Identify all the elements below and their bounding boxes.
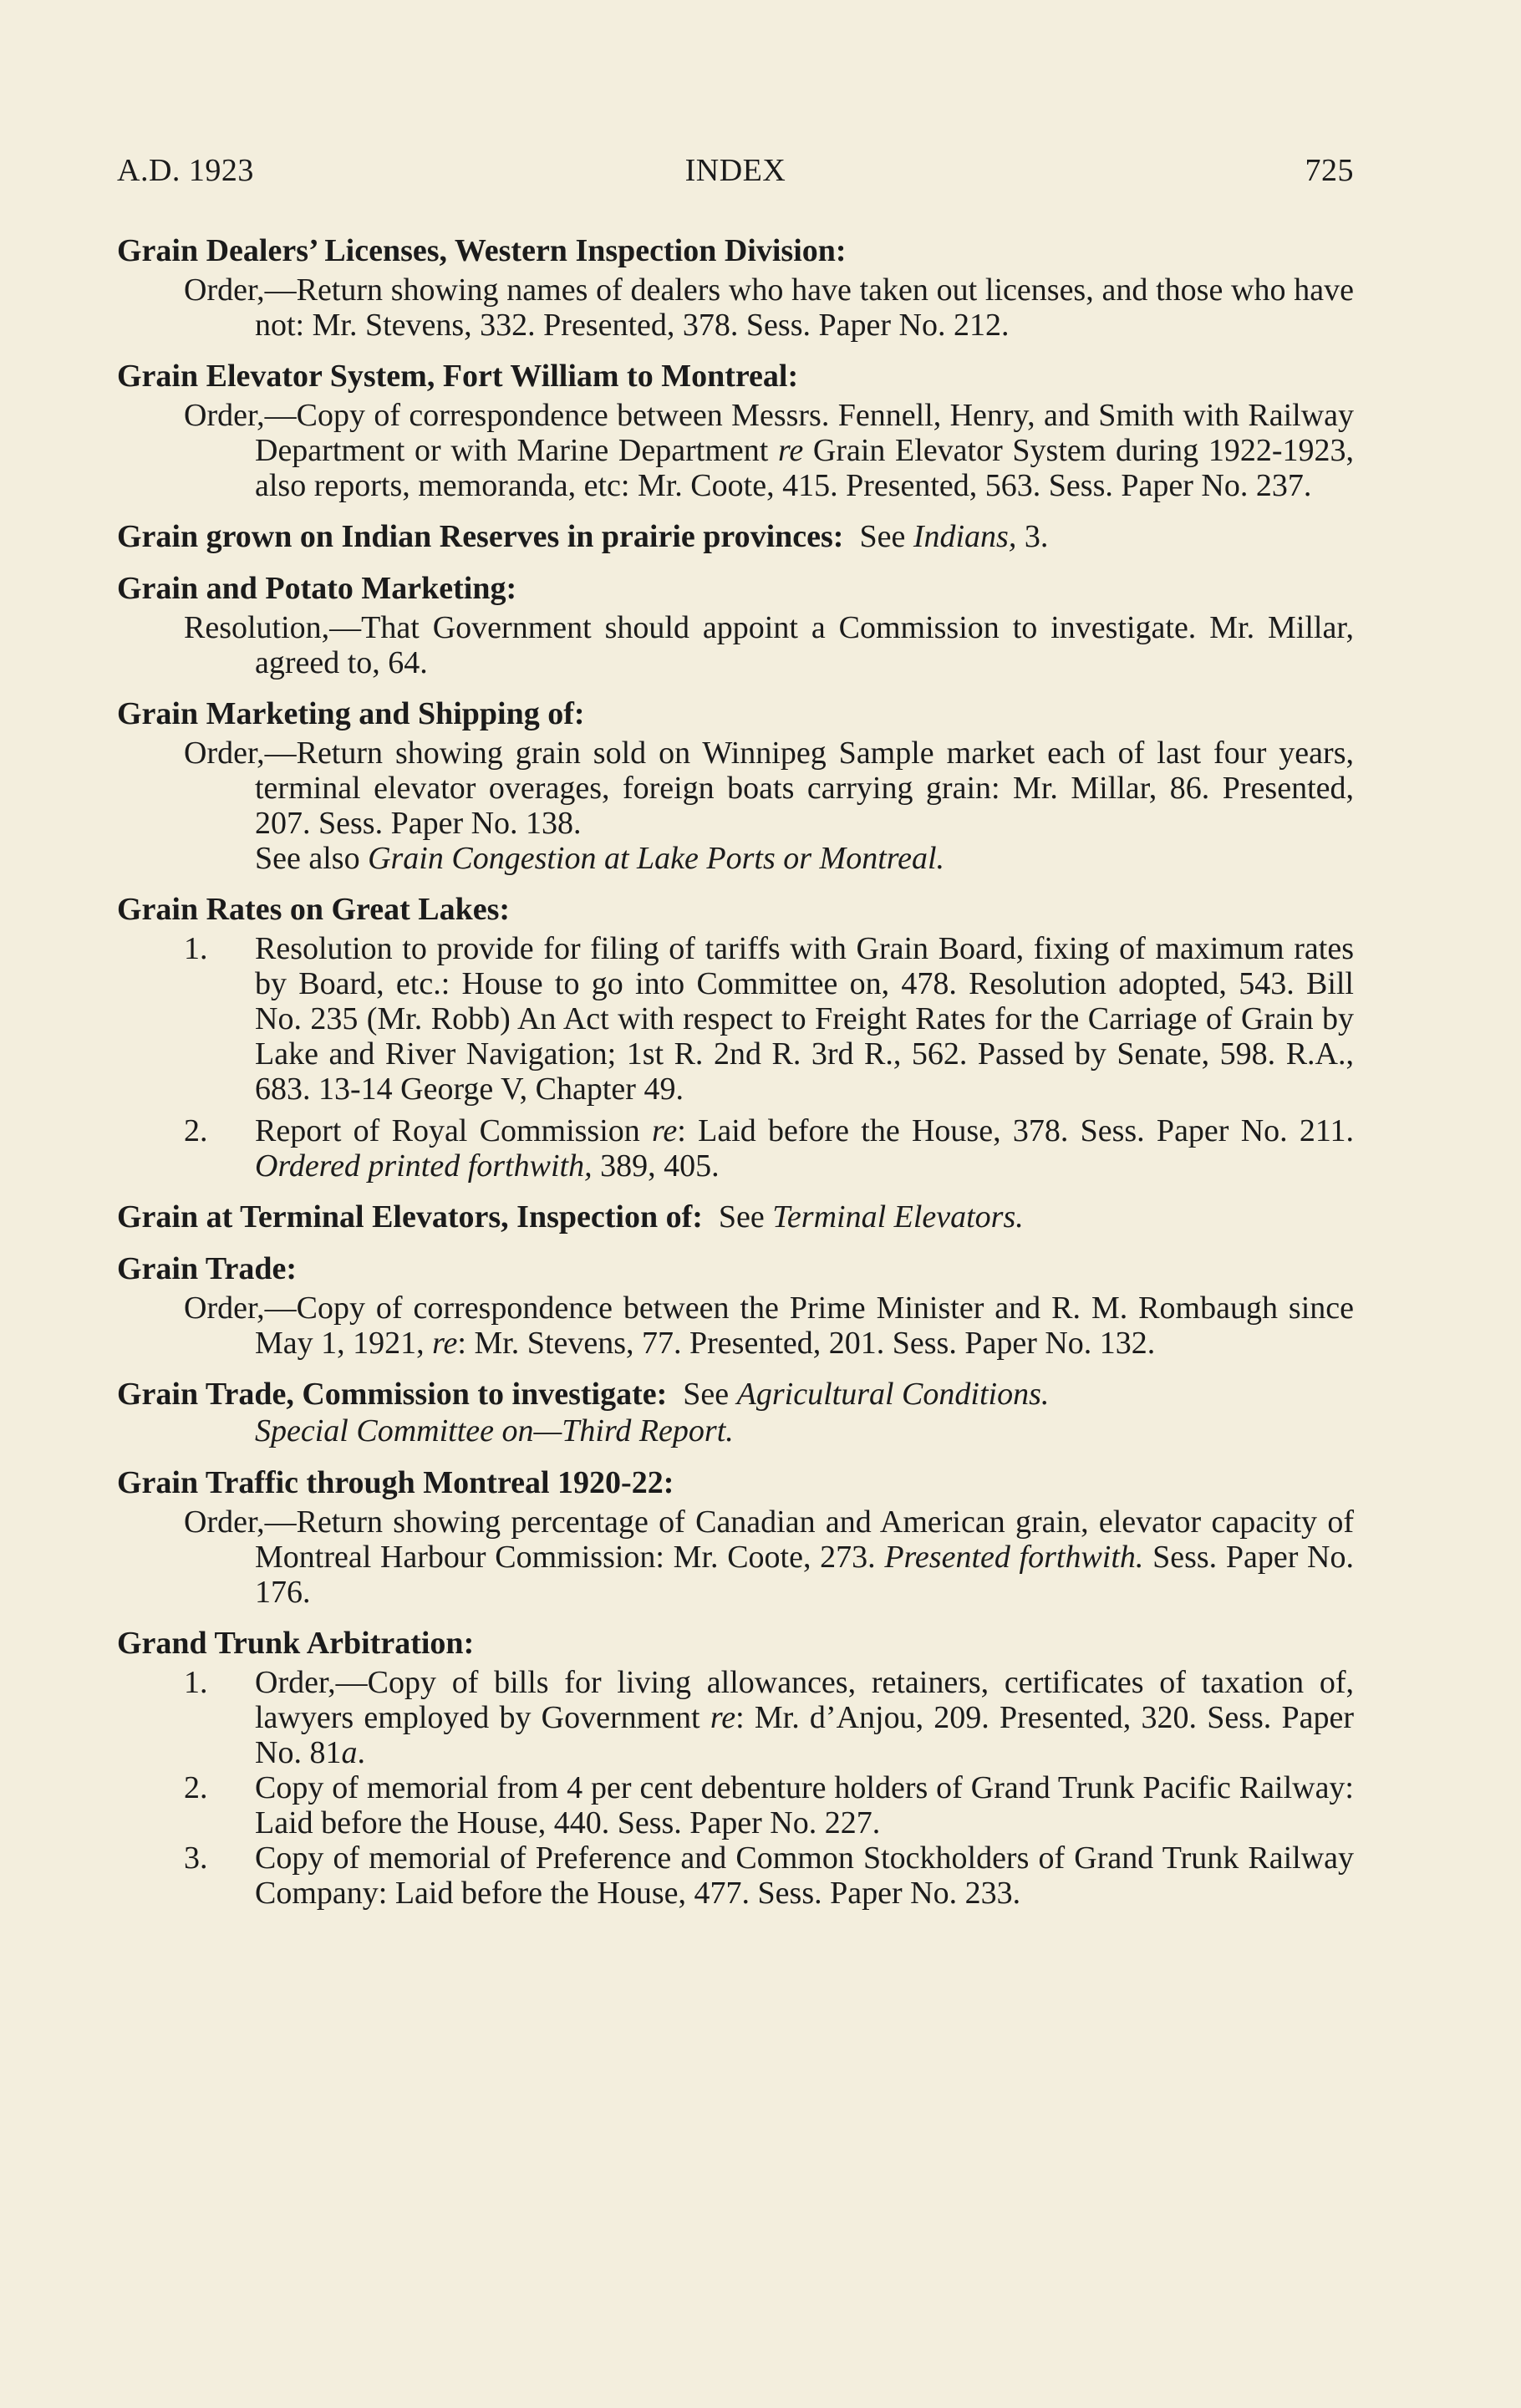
- entry-heading: Grain Dealers’ Licenses, Western Inspection Division:: [117, 233, 847, 268]
- see-reference-suffix: 3.: [1016, 519, 1049, 554]
- entry-text: Order,—Copy of correspondence between the Prime Minister and R. M. Rombaugh since May 1, 1921,: [184, 1291, 1354, 1361]
- item-text: Order,—Copy of bills for living allowances, retainers, certificates of taxation of, lawyers employed by Government: [255, 1665, 1354, 1735]
- see-reference: See also: [255, 841, 369, 876]
- item-number: 2.: [184, 1113, 208, 1148]
- numbered-item: [117, 1770, 1354, 1840]
- item-text: Report of Royal Commission: [255, 1113, 653, 1148]
- item-number: 1.: [184, 1665, 208, 1700]
- entry-text: Grain Elevator System during 1922-1923, also reports, memoranda, etc: Mr. Coote, 415. Presented, 563. Sess. Paper No. 237.: [255, 433, 1354, 503]
- entry-heading: Grain grown on Indian Reserves in prairie provinces:: [117, 519, 844, 554]
- item-italic: Ordered printed forthwith,: [255, 1148, 593, 1184]
- index-page: [117, 152, 1354, 1926]
- numbered-item: [117, 1840, 1354, 1911]
- index-entry: [117, 570, 1354, 680]
- entry-text: : Mr. Stevens, 77. Presented, 201. Sess. Paper No. 132.: [457, 1326, 1156, 1361]
- entry-heading: Grain Trade, Commission to investigate:: [117, 1377, 668, 1412]
- entry-heading: Grain at Terminal Elevators, Inspection of:: [117, 1199, 703, 1235]
- entry-italic: Presented forthwith.: [884, 1540, 1144, 1575]
- entry-text: Order,—Copy of correspondence between Messrs. Fennell, Henry, and Smith with Railway Department or with Marine Department: [184, 398, 1354, 468]
- item-text: Resolution to provide for filing of tariffs with Grain Board, fixing of maximum rates by Board, etc.: House to go into Committee on, 478. Resolution adopted, 543. Bill No. 235 (Mr. Robb) An Act with respect to Freight Rates for the Carriage of Grain by Lake and River Navigation; 1st R. 2nd R. 3rd R., 562. Passed by Senate, 598. R.A., 683. 13-14 George V, Chapter 49.: [255, 931, 1354, 1107]
- entry-body: Order,—Return showing grain sold on Winnipeg Sample market each of last four years, terminal elevator overages, foreign boats carrying grain: Mr. Millar, 86. Presented, 207. Sess. Paper No. 138.: [184, 736, 1354, 841]
- index-entry: [117, 1464, 1354, 1610]
- index-entry: [117, 1376, 1354, 1449]
- index-entries: [117, 232, 1354, 1911]
- item-text: 389, 405.: [592, 1148, 720, 1184]
- entry-heading: Grand Trunk Arbitration:: [117, 1626, 475, 1661]
- entry-heading: Grain Marketing and Shipping of:: [117, 696, 585, 731]
- item-number: 3.: [184, 1840, 208, 1876]
- index-entry: [117, 695, 1354, 876]
- item-text: : Mr. d’Anjou, 209. Presented, 320. Sess. Paper No. 81: [255, 1700, 1355, 1770]
- index-entry: [117, 1199, 1354, 1235]
- see-reference-target: Special Committee on—Third Report.: [255, 1413, 734, 1448]
- entry-text: Order,—Return showing percentage of Canadian and American grain, elevator capacity of Montreal Harbour Commission: Mr. Coote, 273.: [184, 1504, 1354, 1575]
- header-title: INDEX: [684, 153, 786, 188]
- entry-heading: Grain Trade:: [117, 1251, 297, 1286]
- see-reference: See: [859, 519, 913, 554]
- page-header: [117, 152, 1354, 202]
- item-number: 2.: [184, 1770, 208, 1805]
- entry-heading: Grain Elevator System, Fort William to Montreal:: [117, 359, 799, 394]
- entry-body: Order,—Return showing names of dealers who have taken out licenses, and those who have not: Mr. Stevens, 332. Presented, 378. Sess. Paper No. 212.: [184, 272, 1354, 343]
- item-text: .: [357, 1735, 365, 1770]
- numbered-item: [117, 1665, 1354, 1770]
- see-reference: See: [683, 1377, 737, 1412]
- item-text: Copy of memorial from 4 per cent debenture holders of Grand Trunk Pacific Railway: Laid before the House, 440. Sess. Paper No. 227.: [255, 1770, 1354, 1840]
- see-reference-target: Grain Congestion at Lake Ports or Montreal.: [368, 841, 945, 876]
- item-number: 1.: [184, 931, 208, 966]
- index-entry: [117, 891, 1354, 1184]
- entry-body: [117, 398, 1354, 503]
- entry-heading: Grain Rates on Great Lakes:: [117, 892, 511, 927]
- numbered-item: [117, 931, 1354, 1107]
- entry-body: Resolution,—That Government should appoint a Commission to investigate. Mr. Millar, agreed to, 64.: [184, 610, 1354, 680]
- item-text: : Laid before the House, 378. Sess. Paper No. 211.: [677, 1113, 1355, 1148]
- see-also-line: [117, 841, 1354, 876]
- index-entry: [117, 518, 1354, 555]
- see-reference: See: [718, 1199, 773, 1235]
- page-number: 725: [1305, 153, 1354, 188]
- numbered-item: [117, 1113, 1354, 1184]
- index-entry: [117, 1250, 1354, 1361]
- item-italic: re: [710, 1700, 736, 1735]
- entry-body: [117, 1291, 1354, 1361]
- item-italic: re: [652, 1113, 678, 1148]
- see-reference-target: Indians,: [913, 519, 1017, 554]
- entry-italic: re: [432, 1326, 458, 1361]
- entry-heading: Grain and Potato Marketing:: [117, 571, 517, 606]
- item-italic: a: [341, 1735, 358, 1770]
- entry-heading: Grain Traffic through Montreal 1920-22:: [117, 1465, 674, 1500]
- header-year: A.D. 1923: [117, 153, 254, 188]
- see-reference-target: Terminal Elevators.: [772, 1199, 1024, 1235]
- index-entry: [117, 1625, 1354, 1911]
- index-entry: [117, 358, 1354, 503]
- entry-text: Sess. Paper No. 176.: [255, 1540, 1355, 1610]
- see-reference-target: Agricultural Conditions.: [736, 1377, 1050, 1412]
- entry-italic: re: [777, 433, 804, 468]
- entry-body: [117, 1504, 1354, 1610]
- index-entry: [117, 232, 1354, 343]
- item-text: Copy of memorial of Preference and Common Stockholders of Grand Trunk Railway Company: Laid before the House, 477. Sess. Paper No. 233.: [255, 1840, 1354, 1911]
